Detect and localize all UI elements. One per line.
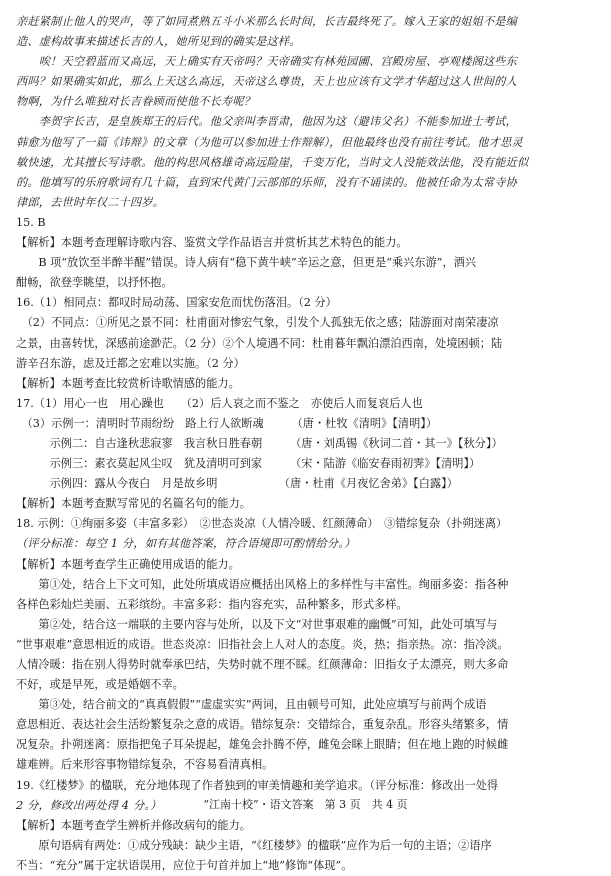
- text-line: 的。他填写的乐府歌词有几十篇，直到宋代黄门云部部的乐师，没有不诵读的。他被任命为太常寺协: [16, 175, 518, 189]
- text-line: 唉！天空碧蓝而又高远，天上确实有天帝吗？天帝确实有林苑园圃、宫殿房屋、亭观楼阁这些东: [16, 55, 518, 69]
- text-line: 【解析】本题考查学生辨析并修改病句的能力。: [16, 818, 251, 832]
- text-line: 之景，由喜转忧，深感前途渺茫。（2 分）②个人境遇不同：杜甫暮年飘泊漂泊西南，处境困顿；陆: [16, 336, 503, 350]
- text-line: B 项“放饮至半醉半醒”错误。诗人病有“稳下黄牛峡”辛运之意，但更是“乘兴东游”，酒兴: [16, 256, 477, 270]
- text-line: 况复杂。扑朔迷离：原指把兔子耳朵提起，雄兔会扑腾不停，雌兔会眯上眼睛；但在地上跑的时候雌: [16, 738, 509, 752]
- answer-page: [16, 12, 594, 876]
- text-line: 【解析】本题考查比较赏析诗歌情感的能力。: [16, 376, 240, 390]
- text-line: 【解析】本题考查默写常见的名篇名句的能力。: [16, 497, 251, 511]
- text-line: 亲赶紧制止他人的哭声，等了如同煮熟五斗小米那么长时间，长吉最终死了。嫁入王家的姐姐不是编: [16, 15, 518, 28]
- text-line: 第①处，结合上下文可知，此处所填成语应概括出风格上的多样性与丰富性。绚丽多姿：指各种: [16, 577, 509, 591]
- text-line: 雄难辨。后来形容事物错综复杂，不容易看清真相。: [16, 758, 274, 772]
- text-line: 原句语病有两处：①成分残缺：缺少主语，“《红楼梦》的楹联”应作为后一句的主语；②语序: [16, 838, 492, 852]
- text-line: 不好，或是早死，或是婚姻不幸。: [16, 678, 184, 692]
- text-line: “世事艰难”意思相近的成语。世态炎凉：旧指社会上人对人的态度。炎，热；指亲热。凉：指冷淡。: [16, 637, 509, 651]
- text-line: 【解析】本题考查理解诗歌内容、鉴赏文学作品语言并赏析其艺术特色的能力。: [16, 236, 408, 250]
- text-line: 韩愈为他写了一篇《讳辩》的文章（为他可以参加进士作辩解），但他最终也没有前往考试。他才思灵: [16, 135, 523, 149]
- text-line: 游辛召东游，虑及迁都之宏难以实施。（2 分）: [16, 356, 245, 370]
- text-line: 酣畅，欲登孪眺望，以抒怀抱。: [16, 276, 173, 290]
- text-line: 李贺字长吉，是皇族郑王的后代。他父亲叫李晋肃，他因为这（避讳父名）不能参加进士考试，: [16, 115, 518, 129]
- text-line: 物啊，为什么唯独对长吉眷顾而使他不长寿呢？: [16, 95, 256, 109]
- text-line: 人情冷暖：指在别人得势时就奉承巴结，失势时就不理不睬。红颜薄命：旧指女子太漂亮，则大多命: [16, 658, 509, 671]
- text-line: 2 分，修改出两处得 4 分。）: [16, 798, 162, 812]
- text-line: 第③处，结合前文的“真真假假”“虚虚实实”两词，且由顿号可知，此处应填写与前两个成语: [16, 698, 487, 712]
- text-line: 西吗？如果确实如此，那么上天这么高远，天帝这么尊贵，天上也应该有文学才华超过这人世间的人: [16, 75, 518, 89]
- text-line: 15. B: [16, 215, 46, 229]
- text-line: 敏快速，尤其擅长写诗歌。他的构思风格雄奇高远险崖，千变万化，当时文人没能效法他，没有能近似: [16, 155, 529, 169]
- text-line: 意思相近、表达社会生活纷繁复杂之意的成语。错综复杂：交错综合，重复杂乱。形容头绪繁多，情: [16, 718, 509, 732]
- text-line: 示例三：素衣莫起风尘叹 犹及清明可到家 （宋・陆游《临安春雨初霁》【清明】）: [16, 457, 481, 471]
- text-line: 16.（1）相同点：都叹时局动荡、国家安危而忧伤落泪。（2 分）: [16, 296, 337, 310]
- text-line: （3）示例一：清明时节雨纷纷 路上行人欲断魂 （唐・杜牧《清明》【清明】）: [16, 416, 438, 430]
- page-footer: “江南十校”・语文答案 第 3 页 共 4 页: [203, 798, 408, 811]
- text-line: 18. 示例：①绚丽多姿（丰富多彩） ②世态炎凉（人情冷暖、红颜薄命） ③错综复杂（扑朔迷离）: [16, 517, 508, 531]
- text-line: 造、虚构故事来描述长吉的人，她所见到的确实是这样。: [16, 35, 301, 49]
- text-line: 不当：“充分”属于定状语误用，应位于句首并加上“地”修饰“体现”。: [16, 858, 353, 872]
- text-line: 19.《红楼梦》的楹联，充分地体现了作者独到的审美情趣和美学追求。（评分标准：修改出一处得: [16, 778, 499, 792]
- text-line: 律郎，去世时年仅二十四岁。: [16, 195, 165, 209]
- text-line: （2）不同点：①所见之景不同：杜甫面对惨宏气象，引发个人孤独无依之感；陆游面对南荣凄凉: [16, 316, 499, 330]
- text-line: 各样色彩灿烂美丽、五彩缤纷。丰富多彩：指内容充实，品种繁多，形式多样。: [16, 597, 408, 611]
- text-line: 示例四：露从今夜白 月是故乡明 （唐・杜甫《月夜忆舍弟》【白露】）: [16, 477, 458, 491]
- text-line: 17.（1）用心一也 用心躁也 （2）后人哀之而不鉴之 亦使后人而复哀后人也: [16, 396, 423, 410]
- text-line: 【解析】本题考查学生正确使用成语的能力。: [16, 557, 240, 571]
- text-line: 示例二：自古逢秋悲寂寥 我言秋日胜春朝 （唐・刘禹锡《秋词二首・其一》【秋分】）: [16, 436, 503, 450]
- text-line: 第②处，结合这一端联的主要内容与处所，以及下文“对世事艰难的幽慨”可知，此处可填写与: [16, 617, 498, 631]
- text-line: （评分标准：每空 1 分，如有其他答案，符合语境即可酌情给分。）: [16, 537, 356, 551]
